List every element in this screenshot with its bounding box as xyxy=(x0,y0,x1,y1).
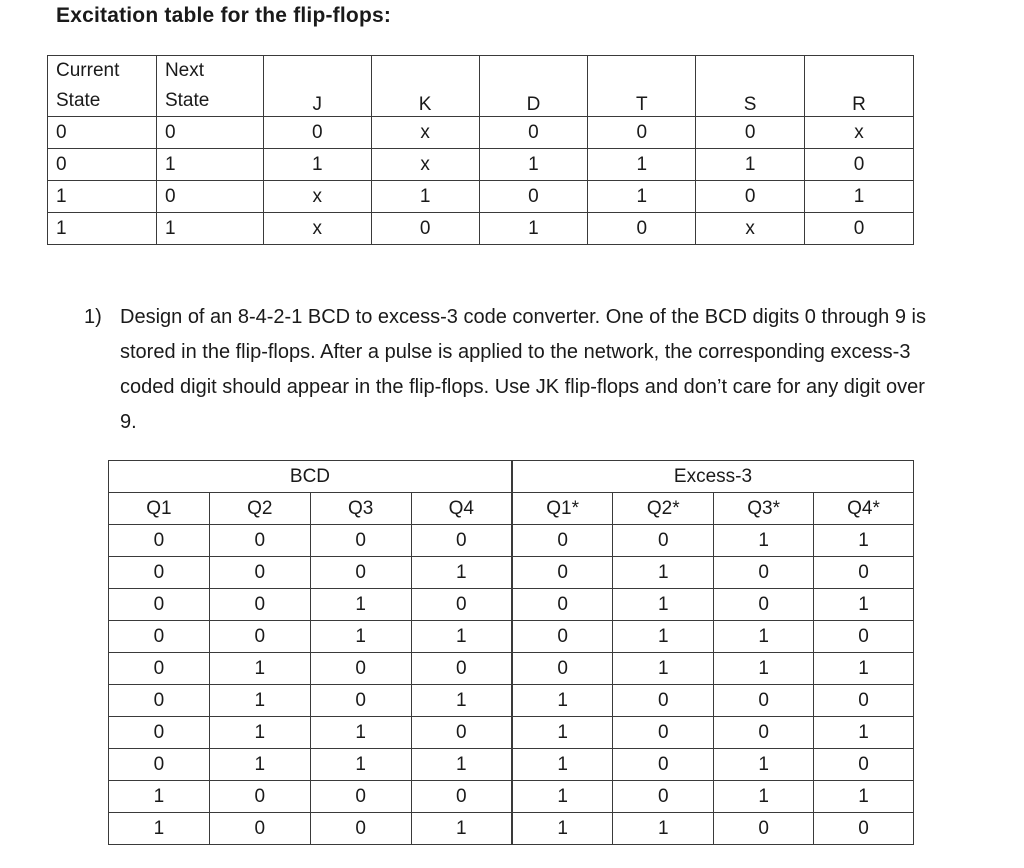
table-cell: 0 xyxy=(512,621,613,653)
table-cell: x xyxy=(371,117,479,149)
table-row xyxy=(109,781,914,813)
table-cell: 1 xyxy=(48,213,157,245)
table-row xyxy=(109,525,914,557)
table-cell: 1 xyxy=(209,685,310,717)
table-cell: 1 xyxy=(805,181,914,213)
table-cell: 1 xyxy=(263,149,371,181)
header-q3-star: Q3* xyxy=(714,493,814,525)
table-cell: 1 xyxy=(613,557,714,589)
table-row xyxy=(109,557,914,589)
table-cell: x xyxy=(263,213,371,245)
table-cell: 0 xyxy=(48,117,157,149)
table-cell: 0 xyxy=(209,589,310,621)
table-cell: 1 xyxy=(156,213,263,245)
table-cell: 0 xyxy=(310,685,411,717)
table-cell: 1 xyxy=(613,653,714,685)
table-cell: 1 xyxy=(512,685,613,717)
table-cell: 0 xyxy=(613,781,714,813)
header-q2: Q2 xyxy=(209,493,310,525)
table-row xyxy=(109,717,914,749)
table-cell: 0 xyxy=(714,589,814,621)
table-cell: x xyxy=(805,117,914,149)
table-cell: 0 xyxy=(109,717,210,749)
header-line-1: Current xyxy=(56,60,120,81)
table-cell: 1 xyxy=(411,749,512,781)
table-cell: 1 xyxy=(613,589,714,621)
table-cell: 1 xyxy=(814,653,914,685)
table-cell: 1 xyxy=(310,589,411,621)
question-block xyxy=(84,300,944,440)
table-cell: 0 xyxy=(109,589,210,621)
table-cell: 0 xyxy=(814,557,914,589)
header-j: J xyxy=(263,56,371,117)
table-cell: 0 xyxy=(156,117,263,149)
table-cell: 0 xyxy=(613,685,714,717)
table-cell: 1 xyxy=(714,525,814,557)
table-cell: 1 xyxy=(512,749,613,781)
table-cell: 1 xyxy=(714,621,814,653)
table-row xyxy=(48,181,914,213)
table-cell: 1 xyxy=(512,781,613,813)
table-cell: 1 xyxy=(209,653,310,685)
table-cell: 0 xyxy=(209,813,310,845)
header-q2-star: Q2* xyxy=(613,493,714,525)
table-row xyxy=(48,117,914,149)
header-r: R xyxy=(805,56,914,117)
table-cell: 0 xyxy=(714,717,814,749)
table-cell: x xyxy=(696,213,805,245)
column-header-row xyxy=(109,493,914,525)
table-cell: 1 xyxy=(310,749,411,781)
table-cell: 0 xyxy=(310,525,411,557)
table-cell: 0 xyxy=(613,525,714,557)
table-cell: 0 xyxy=(109,749,210,781)
table-cell: 0 xyxy=(479,181,588,213)
header-q3: Q3 xyxy=(310,493,411,525)
bcd-excess3-table xyxy=(108,460,914,845)
table-cell: 0 xyxy=(696,181,805,213)
header-line-2: State xyxy=(56,90,101,111)
table-cell: 1 xyxy=(613,813,714,845)
table-row xyxy=(109,749,914,781)
question-text: Design of an 8-4-2-1 BCD to excess-3 code converter. One of the BCD digits 0 through 9 is stored in the flip-flops. After a pulse is applied to the network, the corresponding excess-3 coded digit should appear in the flip-flops. Use JK flip-flops and don’t care for any digit over 9. xyxy=(120,306,926,433)
table-cell: 1 xyxy=(512,717,613,749)
header-t: T xyxy=(588,56,696,117)
table-cell: 0 xyxy=(209,781,310,813)
table-cell: 1 xyxy=(411,557,512,589)
table-cell: 1 xyxy=(48,181,157,213)
table-cell: 1 xyxy=(310,717,411,749)
table-cell: 0 xyxy=(109,685,210,717)
header-d: D xyxy=(479,56,588,117)
table-cell: 1 xyxy=(814,589,914,621)
table-cell: x xyxy=(371,149,479,181)
group-header-row xyxy=(109,461,914,493)
table-cell: 1 xyxy=(588,149,696,181)
table-cell: 0 xyxy=(109,621,210,653)
table-cell: 0 xyxy=(814,749,914,781)
table-cell: 0 xyxy=(371,213,479,245)
table-cell: 1 xyxy=(479,149,588,181)
table-cell: 0 xyxy=(411,653,512,685)
table-cell: x xyxy=(263,181,371,213)
table-cell: 1 xyxy=(109,813,210,845)
table-cell: 0 xyxy=(411,525,512,557)
table-cell: 1 xyxy=(371,181,479,213)
table-cell: 1 xyxy=(109,781,210,813)
table-row xyxy=(48,213,914,245)
header-q4: Q4 xyxy=(411,493,512,525)
table-cell: 0 xyxy=(512,525,613,557)
table-cell: 0 xyxy=(209,525,310,557)
table-cell: 0 xyxy=(805,149,914,181)
header-line-1: Next xyxy=(164,60,205,81)
table-cell: 0 xyxy=(109,525,210,557)
table-row xyxy=(109,621,914,653)
table-cell: 0 xyxy=(411,589,512,621)
table-cell: 0 xyxy=(613,717,714,749)
table-cell: 0 xyxy=(805,213,914,245)
table-cell: 1 xyxy=(714,781,814,813)
table-cell: 0 xyxy=(156,181,263,213)
table-cell: 1 xyxy=(814,781,914,813)
header-line-2: State xyxy=(164,90,210,111)
table-cell: 1 xyxy=(479,213,588,245)
header-k: K xyxy=(371,56,479,117)
table-cell: 0 xyxy=(814,621,914,653)
page-title: Excitation table for the flip-flops: xyxy=(56,4,392,27)
table-cell: 0 xyxy=(310,653,411,685)
table-cell: 1 xyxy=(411,685,512,717)
table-cell: 0 xyxy=(109,557,210,589)
table-cell: 0 xyxy=(613,749,714,781)
group-excess3: Excess-3 xyxy=(512,461,914,493)
table-cell: 0 xyxy=(512,653,613,685)
table-cell: 0 xyxy=(48,149,157,181)
table-cell: 0 xyxy=(512,589,613,621)
header-next-state xyxy=(156,56,263,117)
group-bcd: BCD xyxy=(109,461,512,493)
table-cell: 1 xyxy=(714,749,814,781)
table-cell: 0 xyxy=(814,813,914,845)
table-cell: 1 xyxy=(814,525,914,557)
table-cell: 0 xyxy=(512,557,613,589)
table-cell: 1 xyxy=(209,717,310,749)
table-cell: 1 xyxy=(714,653,814,685)
table-cell: 1 xyxy=(613,621,714,653)
table-cell: 1 xyxy=(512,813,613,845)
table-cell: 0 xyxy=(588,213,696,245)
table-row xyxy=(109,653,914,685)
table-cell: 0 xyxy=(209,557,310,589)
table-cell: 1 xyxy=(411,621,512,653)
header-q1: Q1 xyxy=(109,493,210,525)
header-q4-star: Q4* xyxy=(814,493,914,525)
table-cell: 1 xyxy=(310,621,411,653)
header-q1-star: Q1* xyxy=(512,493,613,525)
table-cell: 0 xyxy=(310,813,411,845)
table-cell: 0 xyxy=(310,557,411,589)
table-cell: 0 xyxy=(588,117,696,149)
excitation-table xyxy=(47,55,914,245)
table-cell: 0 xyxy=(696,117,805,149)
table-cell: 1 xyxy=(814,717,914,749)
table-cell: 0 xyxy=(479,117,588,149)
table-cell: 0 xyxy=(714,813,814,845)
table-cell: 0 xyxy=(263,117,371,149)
table-cell: 1 xyxy=(156,149,263,181)
table-cell: 1 xyxy=(696,149,805,181)
header-s: S xyxy=(696,56,805,117)
table-row xyxy=(109,813,914,845)
excitation-header-row xyxy=(48,56,914,117)
table-cell: 0 xyxy=(109,653,210,685)
table-cell: 1 xyxy=(209,749,310,781)
table-cell: 0 xyxy=(411,717,512,749)
table-cell: 1 xyxy=(411,813,512,845)
table-row xyxy=(109,589,914,621)
table-cell: 0 xyxy=(310,781,411,813)
table-row xyxy=(48,149,914,181)
header-current-state xyxy=(48,56,157,117)
table-cell: 0 xyxy=(209,621,310,653)
table-cell: 1 xyxy=(588,181,696,213)
question-number: 1) xyxy=(84,306,102,328)
table-row xyxy=(109,685,914,717)
table-cell: 0 xyxy=(714,557,814,589)
table-cell: 0 xyxy=(714,685,814,717)
table-cell: 0 xyxy=(814,685,914,717)
table-cell: 0 xyxy=(411,781,512,813)
